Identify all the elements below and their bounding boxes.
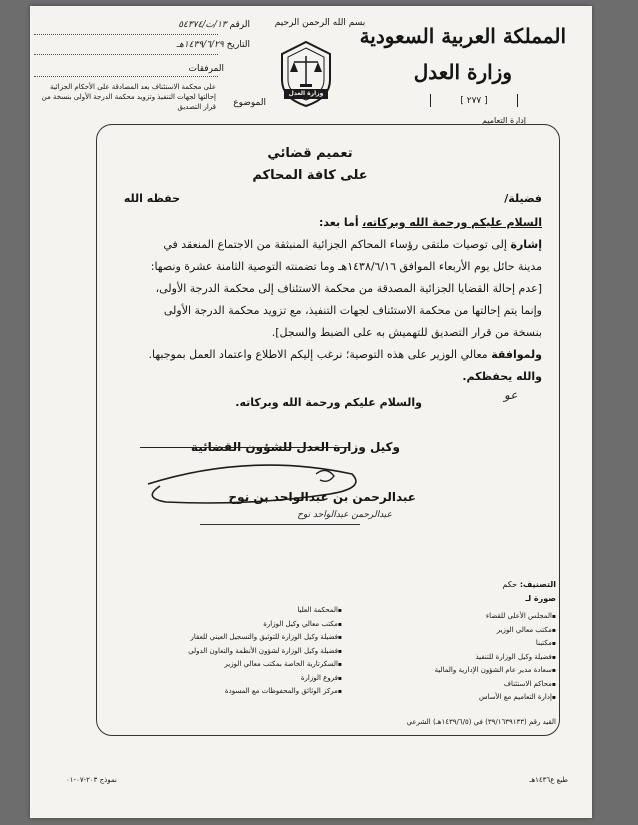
list-item: ▪ إدارة التعاميم مع الأساس (356, 691, 556, 705)
list-item: ▪ مكتب معالي الوزير (356, 624, 556, 638)
date-line (34, 54, 218, 55)
basmala: بسم الله الرحمن الرحيم (274, 18, 366, 28)
list-item: ▪ فضيلة وكيل الوزارة للتوثيق والتسجيل العيني للعقار (132, 631, 342, 645)
distribution-left-list (132, 604, 342, 699)
list-item: ▪ المحكمة العليا (132, 604, 342, 618)
list-item: ▪ سعادة مدير عام الشؤون الإدارية والمالية (356, 664, 556, 678)
list-item: ▪ السكرتارية الخاصة بمكتب معالي الوزير (132, 658, 342, 672)
document-page (30, 6, 592, 818)
list-item: ▪ فضيلة وكيل الوزارة للتنفيذ (356, 651, 556, 665)
list-item: ▪ فروع الوزارة (132, 672, 342, 686)
distribution-right-list (356, 610, 556, 705)
subject-line: إحالتها لجهات التنفيذ وتزويد محكمة الدرجة الأولى بنسخة من (41, 93, 216, 101)
list-item: ▪ محاكم الاستئناف (356, 678, 556, 692)
kingdom-title: المملكة العربية السعودية (359, 24, 566, 48)
scales-emblem-icon (270, 40, 342, 110)
number-value: ١٣/ت/٥٤٣٧٤ (178, 20, 227, 30)
list-item: ▪ فضيلة وكيل الوزارة لشؤون الأنظمة والتعاون الدولي (132, 645, 342, 659)
p2-line-2: وإنما يتم إحالتها من محكمة الاستئناف لجهات التنفيذ، مع تزويد محكمة الدرجة الأولى (163, 304, 542, 317)
p1-lead: إشارة (510, 238, 542, 251)
form-code: نموذج ٢٠٣-٠٧-٠١ (66, 776, 117, 784)
p3-line-2: والله يحفظكم. (462, 370, 542, 383)
number-line (34, 34, 218, 35)
p3-line-1: معالي الوزير على هذه التوصية؛ نرغب إليكم الاطلاع واعتماد العمل بموجبها. (148, 348, 488, 361)
addressee: فضيلة/ (504, 192, 542, 205)
circular-recipients: على كافة المحاكم (252, 168, 368, 183)
subject-label: الموضوع (233, 98, 266, 108)
department-label: إدارة التعاميم (482, 116, 526, 125)
classification-label: التصنيف (523, 580, 556, 589)
date-value: ١٤٣٩/٦/٢٩هـ (176, 40, 224, 50)
list-item: ▪ المجلس الأعلى للقضاء (356, 610, 556, 624)
signature-scribble-icon (130, 454, 370, 514)
list-item: ▪ مكتبنا (356, 637, 556, 651)
list-item: ▪ مركز الوثائق والمحفوظات مع المسودة (132, 685, 342, 699)
signatory-name: عبدالرحمن بن عبدالواحد بن نوح (228, 490, 416, 504)
paragraph-line (94, 344, 542, 366)
number-label: الرقم (229, 20, 250, 30)
subject-line: على محكمة الاستئناف بعد المصادقة على الأحكام الجزائية (49, 83, 216, 91)
emblem-label: وزارة العدل (288, 90, 324, 97)
date-label: التاريخ (226, 40, 250, 50)
greeting-line (94, 212, 542, 234)
registry-entry: القيد رقم (٣٩/١٦٣٩١٣٣) في (١٤٣٩/٦/٥هـ) الشرعي (406, 718, 556, 726)
closing-line: والسلام عليكم ورحمة الله وبركاته. (235, 396, 422, 409)
number-row (138, 20, 250, 30)
attachments-label: المرفقات (188, 64, 224, 74)
ministry-emblem (270, 40, 342, 110)
subject-line: قرار التصديق (177, 103, 216, 111)
attachments-line (34, 76, 218, 77)
handwritten-mark: عو (504, 388, 518, 402)
blessing: حفظه الله (123, 192, 180, 205)
p3-lead: ولموافقة (491, 348, 542, 361)
circular-title: تعميم قضائي (267, 146, 353, 161)
list-item: ▪ مكتب معالي وكيل الوزارة (132, 618, 342, 632)
letter-body (94, 212, 542, 388)
p1-line-2: مدينة حائل يوم الأربعاء الموافق ١٤٣٨/٦/١٦هـ وما تضمنته التوصية الثامنة عشرة ونصها: (150, 260, 542, 273)
print-note: طبع ع١٤٣٦هـ (529, 776, 568, 784)
subject-text (30, 82, 216, 112)
p2-line-1: [عدم إحالة القضايا الجزائية المصدقة من محكمة الاستئناف إلى محكمة الدرجة الأولى، (155, 282, 542, 295)
greeting-tail: أما بعد: (318, 216, 359, 229)
p2-line-3: بنسخة من قرار التصديق للتهميش به على الضبط والسجل]. (271, 326, 542, 339)
reference-number: [ ٢٧٧ ] (460, 96, 488, 106)
copies-label: صورة لـ (525, 594, 556, 603)
classification-row: التصنيف: حكم (502, 580, 556, 589)
handwritten-name-line (200, 524, 360, 525)
ministry-title: وزارة العدل (413, 60, 512, 84)
greeting-lead: السلام عليكم ورحمة الله وبركاته، (362, 216, 542, 229)
paragraph-line (94, 234, 542, 256)
date-row (138, 40, 250, 50)
p1-line-1: إلى توصيات ملتقى رؤساء المحاكم الجزائية المنبثقة من الاجتماع المنعقد في (163, 238, 507, 251)
classification-value: حكم (502, 580, 518, 589)
signatory-title: وكيل وزارة العدل للشؤون القضائية (190, 440, 400, 454)
handwritten-name: عبدالرحمن عبدالواحد نوح (297, 510, 392, 520)
title-strike-line (140, 447, 350, 448)
